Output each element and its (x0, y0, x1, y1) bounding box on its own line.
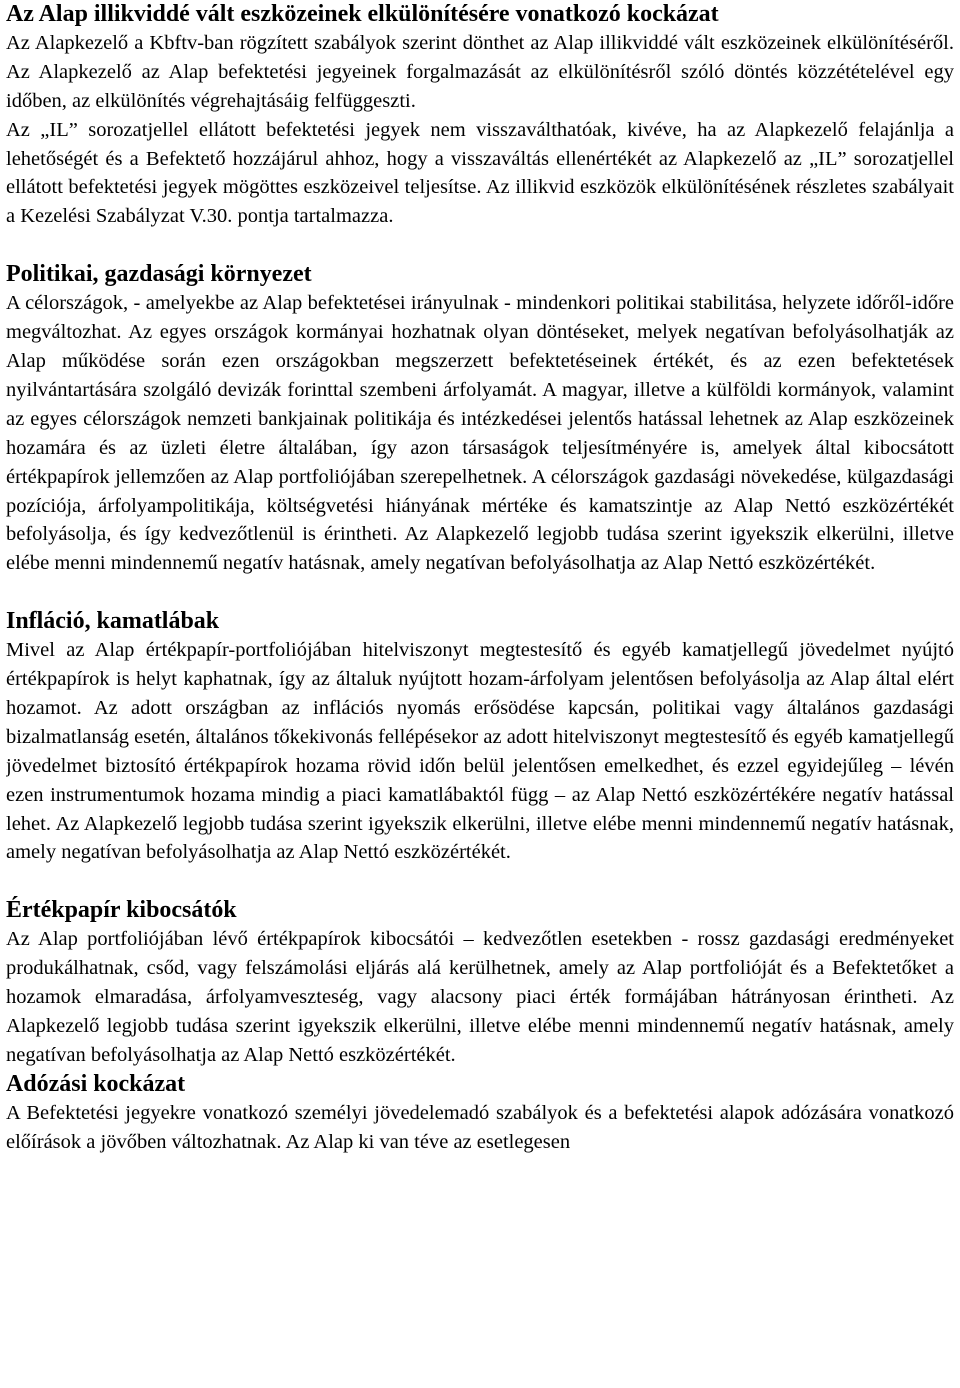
section-spacer (6, 231, 954, 260)
section-heading: Infláció, kamatlábak (6, 608, 220, 635)
section-inflation-rates (6, 607, 954, 867)
section-heading: Politikai, gazdasági környezet (6, 261, 312, 288)
section-heading: Adózási kockázat (6, 1070, 186, 1097)
section-paragraph: Az Alap portfoliójában lévő értékpapírok kibocsátói – kedvezőtlen esetekben - rossz gazdasági eredményeket produkálhatnak, csőd, vagy felszámolási eljárás alá kerülhetnek, amely az Alap portfolióját és a Befektetőket a hozamok elmaradása, árfolyamveszteség, vagy alacsony piaci érték formájában hátrányosan érintheti. Az Alapkezelő legjobb tudása szerint igyekszik elkerülni, illetve elébe menni mindennemű negatív hatásnak, amely negatívan befolyásolhatja az Alap Nettó eszközértékét. (6, 928, 954, 1066)
section-spacer (6, 867, 954, 896)
section-illiquid-assets (6, 0, 954, 231)
section-paragraph: Az „IL” sorozatjellel ellátott befektetési jegyek nem visszaválthatóak, kivéve, ha az Alapkezelő felajánlja a lehetőségét és a Befektető hozzájárul ahhoz, hogy a visszaváltás ellenértékét az Alapkezelő az „IL” sorozatjellel ellátott befektetési jegyek mögöttes eszközeivel teljesítse. Az illikvid eszközök elkülönítésének részletes szabályait a Kezelési Szabályzat V.30. pontja tartalmazza. (6, 118, 954, 228)
section-heading: Az Alap illikviddé vált eszközeinek elkülönítésére vonatkozó kockázat (6, 1, 719, 27)
section-paragraph: A célországok, - amelyekbe az Alap befektetései irányulnak - mindenkori politikai stabilitása, helyzete időről-időre megváltozhat. Az egyes országok kormányai hozhatnak olyan döntéseket, melyek negatívan befolyásolhatják az Alap működése során ezen országokban megszerzett befektetéseinek értékét, és az ezen befektetések nyilvántartására szolgáló devizák forinttal szembeni árfolyamát. A magyar, illetve a külföldi kormányok, valamint az egyes célországok nemzeti bankjainak politikája és intézkedései jelentős hatással lehetnek az Alap eszközeinek hozamára és az üzleti életre általában, így azon társaságok teljesítményére is, amelyek által kibocsátott értékpapírok jellemzően az Alap portfoliójában szerepelhetnek. A célországok gazdasági növekedése, külgazdasági pozíciója, árfolyampolitikája, költségvetési hiányának mértéke és kamatszintje az Alap Nettó eszközértékét befolyásolja, és így kedvezőtlenül is érintheti. Az Alapkezelő legjobb tudása szerint igyekszik elkerülni, illetve elébe menni mindennemű negatív hatásnak, amely negatívan befolyásolhatja az Alap Nettó eszközértékét. (6, 292, 954, 575)
section-issuers (6, 896, 954, 1069)
section-paragraph: Az Alapkezelő a Kbftv-ban rögzített szabályok szerint dönthet az Alap illikviddé vált eszközeinek elkülönítéséről. Az Alapkezelő az Alap befektetési jegyeinek forgalmazását az elkülönítésről szóló döntés közzétételével egy időben, az elkülönítés végrehajtásáig felfüggeszti. (6, 31, 954, 112)
section-paragraph: A Befektetési jegyekre vonatkozó személyi jövedelemadó szabályok és a befektetési alapok adózására vonatkozó előírások a jövőben változhatnak. Az Alap ki van téve az esetlegesen (6, 1101, 954, 1153)
document-page (6, 0, 954, 1388)
section-spacer (6, 578, 954, 607)
section-tax-risk (6, 1070, 954, 1157)
section-paragraph: Mivel az Alap értékpapír-portfoliójában hitelviszonyt megtestesítő és egyéb kamatjellegű jövedelmet nyújtó értékpapírok is helyt kaphatnak, így az általuk nyújtott hozam-árfolyam jelentősen befolyásolja az Alap által elért hozamot. Az adott országban az inflációs nyomás erősödése kapcsán, politikai vagy általános gazdasági bizalmatlanság esetén, általános tőkekivonás fellépésekor az adott hitelviszonyt megtestesítő és egyéb kamatjellegű jövedelmet biztosító értékpapírok hozama rövid időn belül jelentősen emelkedhet, és ezzel egyidejűleg – lévén ezen instrumentumok hozama mindig a piaci kamatlábaktól függ – az Alap Nettó eszközértékére negatív hatással lehet. Az Alapkezelő legjobb tudása szerint igyekszik elkerülni, illetve elébe menni mindennemű negatív hatásnak, amely negatívan befolyásolhatja az Alap Nettó eszközértékét. (6, 639, 954, 864)
section-political-economic (6, 260, 954, 578)
section-heading: Értékpapír kibocsátók (6, 897, 237, 924)
